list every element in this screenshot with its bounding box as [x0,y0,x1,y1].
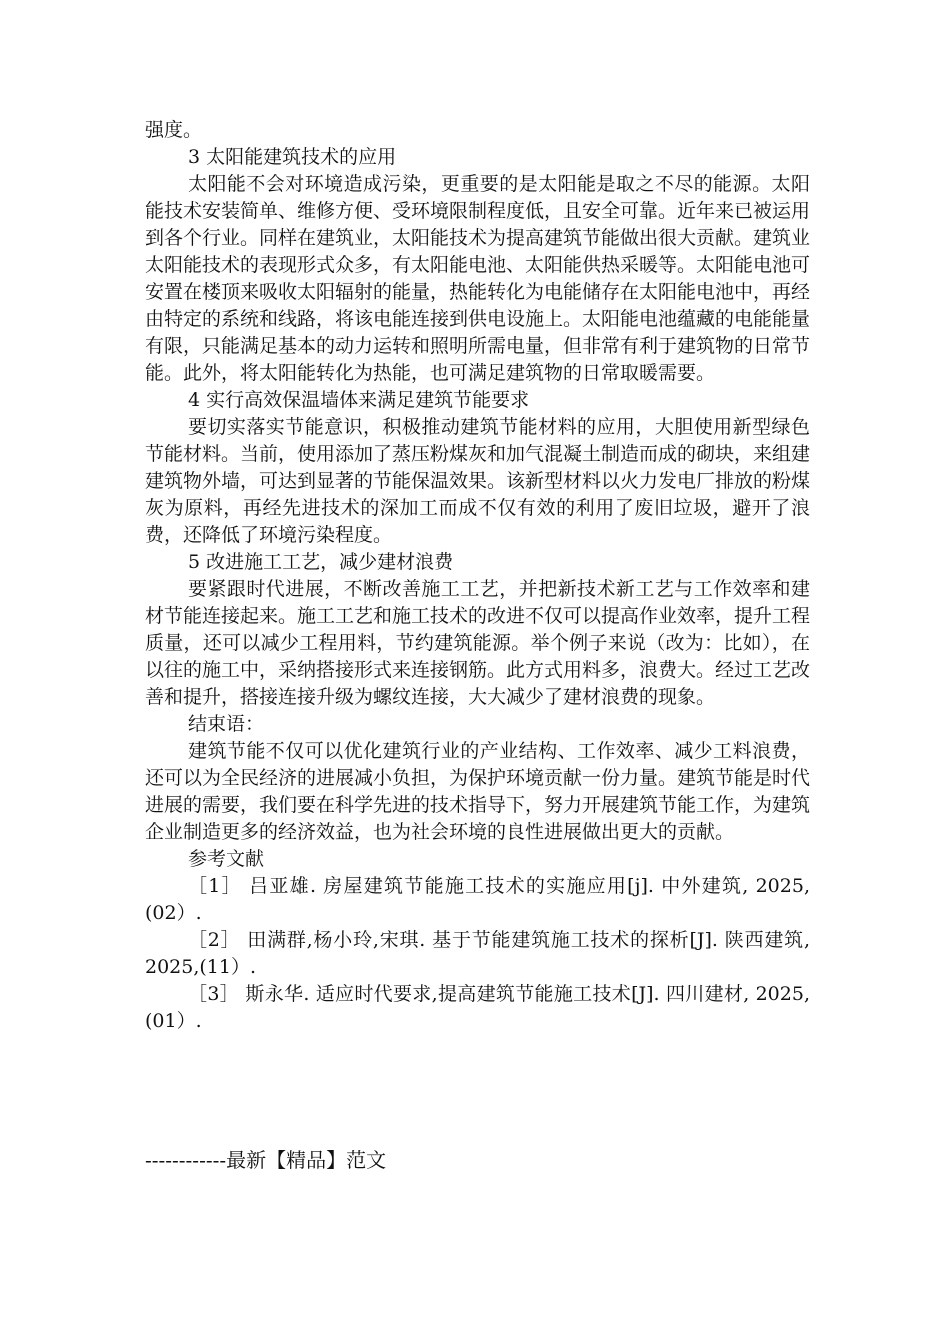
section-heading-3: 3 太阳能建筑技术的应用 [188,146,397,168]
paragraph-fragment: 强度。 [145,119,203,141]
section-heading-4: 4 实行高效保温墙体来满足建筑节能要求 [188,389,530,411]
paragraph-insulation: 要切实落实节能意识，积极推动建筑节能材料的应用，大胆使用新型绿色节能材料。当前，使用添加了蒸压粉煤灰和加气混凝土制造而成的砌块，来组建建筑物外墙，可达到显著的节能保温效果。该新型材料以火力发电厂排放的粉煤灰为原料，再经先进技术的深加工而成不仅有效的利用了废旧垃圾，避开了浪费，还降低了环境污染程度。 [145,416,811,546]
paragraph-construction: 要紧跟时代进展，不断改善施工工艺，并把新技术新工艺与工作效率和建材节能连接起来。施工工艺和施工技术的改进不仅可以提高作业效率，提升工程质量，还可以减少工程用料，节约建筑能源。举个例子来说（改为：比如），在以往的施工中，采纳搭接形式来连接钢筋。此方式用料多，浪费大。经过工艺改善和提升，搭接连接升级为螺纹连接，大大减少了建材浪费的现象。 [145,578,811,708]
page-footer: ------------最新【精品】范文 [145,1148,387,1172]
paragraph-conclusion: 建筑节能不仅可以优化建筑行业的产业结构、工作效率、减少工料浪费，还可以为全民经济的进展减小负担，为保护环境贡献一份力量。建筑节能是时代进展的需要，我们要在科学先进的技术指导下，努力开展建筑节能工作，为建筑企业制造更多的经济效益，也为社会环境的良性进展做出更大的贡献。 [145,740,811,843]
reference-item: ［1］ 吕亚雄. 房屋建筑节能施工技术的实施应用[j]. 中外建筑, 2025,(02）. [145,875,810,924]
reference-item: ［3］ 斯永华. 适应时代要求,提高建筑节能施工技术[J]. 四川建材, 2025,(01）. [145,983,810,1032]
reference-item: ［2］ 田满群,杨小玲,宋琪. 基于节能建筑施工技术的探析[J]. 陕西建筑, 2025,(11）. [145,929,810,978]
conclusion-heading: 结束语： [188,713,265,735]
references-heading: 参考文献 [188,848,265,870]
document-body [145,117,810,1035]
paragraph-solar: 太阳能不会对环境造成污染，更重要的是太阳能是取之不尽的能源。太阳能技术安装简单、维修方便、受环境限制程度低，且安全可靠。近年来已被运用到各个行业。同样在建筑业，太阳能技术为提高建筑节能做出很大贡献。建筑业太阳能技术的表现形式众多，有太阳能电池、太阳能供热采暖等。太阳能电池可安置在楼顶来吸收太阳辐射的能量，热能转化为电能储存在太阳能电池中，再经由特定的系统和线路，将该电能连接到供电设施上。太阳能电池蕴藏的电能能量有限，只能满足基本的动力运转和照明所需电量，但非常有利于建筑物的日常节能。此外，将太阳能转化为热能，也可满足建筑物的日常取暖需要。 [145,173,811,384]
section-heading-5: 5 改进施工工艺，减少建材浪费 [188,551,454,573]
